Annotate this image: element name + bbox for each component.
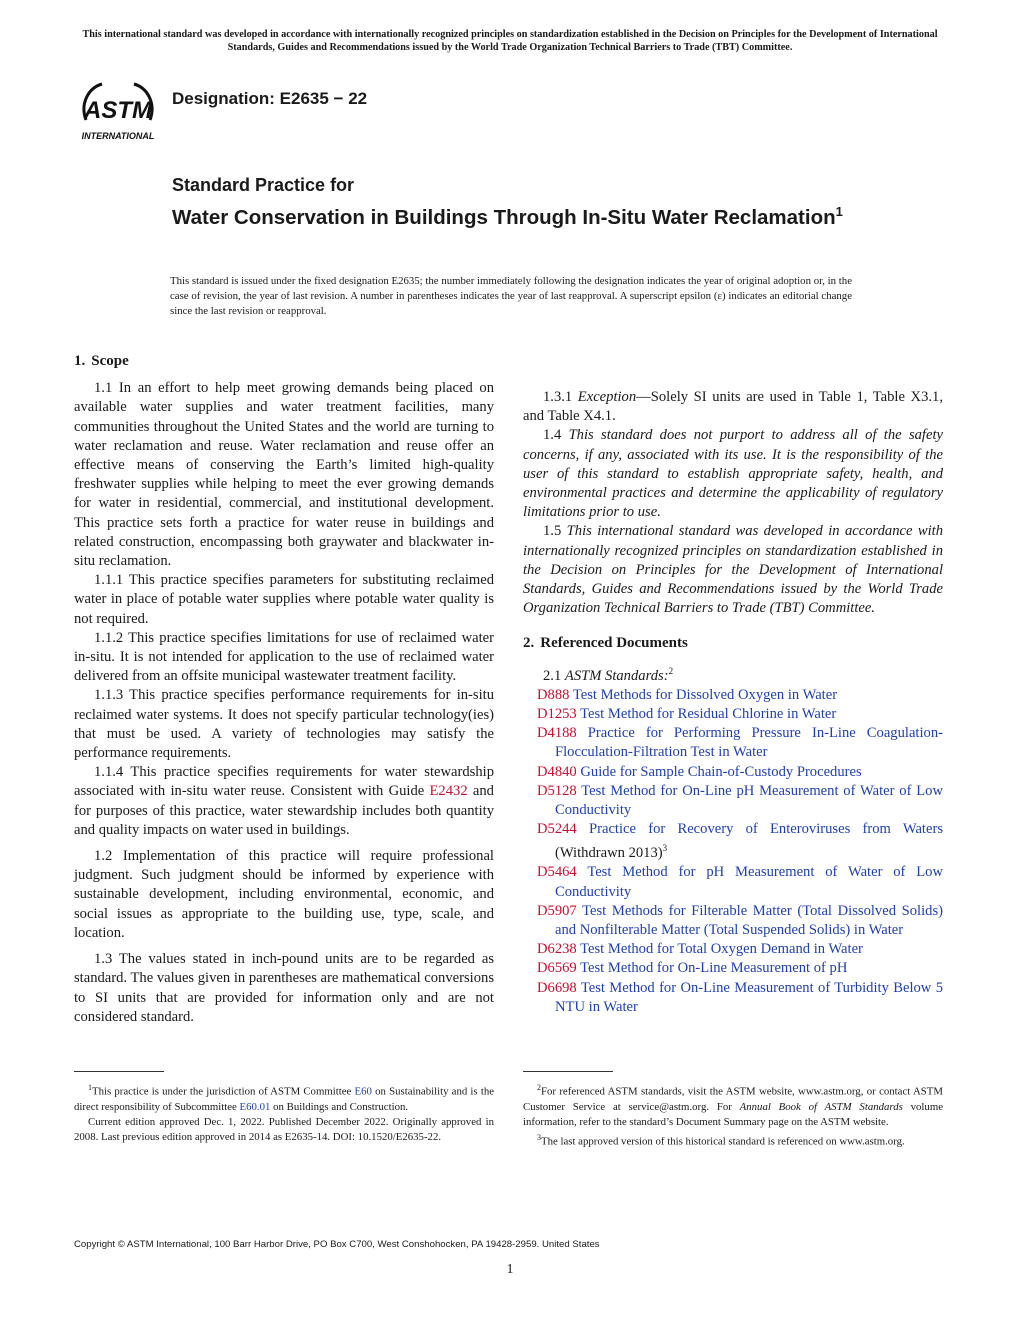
reference-title[interactable]: Test Method for On-Line Measurement of pH <box>580 960 848 977</box>
reference-item[interactable] <box>523 820 943 863</box>
para-2-1-num: 2.1 <box>543 667 562 684</box>
designation: Designation: E2635 − 22 <box>172 89 368 108</box>
para-1-5-num: 1.5 <box>543 523 562 540</box>
reference-item[interactable] <box>523 705 943 724</box>
footnote-1 <box>74 1080 494 1115</box>
footnotes-right <box>523 1080 943 1150</box>
para-2-1 <box>523 662 943 686</box>
reference-code[interactable]: D6698 <box>537 979 577 996</box>
footnotes-left <box>74 1080 494 1146</box>
reference-code[interactable]: D888 <box>537 686 570 703</box>
link-e60-01[interactable]: E60.01 <box>239 1100 271 1113</box>
footnote-3 <box>523 1130 943 1150</box>
reference-title[interactable]: Guide for Sample Chain-of-Custody Procedures <box>580 763 862 780</box>
title-block <box>172 174 852 231</box>
footnote-1-text-b: on Sustainability and is the direct responsibility of Subcommittee <box>74 1085 495 1113</box>
para-1-4 <box>523 426 943 522</box>
para-2-1-label: ASTM Standards: <box>564 667 669 684</box>
reference-item[interactable] <box>523 902 943 940</box>
para-1-2: 1.2 Implementation of this practice will require professional judgment. Such judgment should be informed by experience with sustainable development, including environmental, economic, and social issues as appropriate to the building use, type, scale, and location. <box>74 848 494 941</box>
para-1-1-4-text-a: 1.1.4 This practice specifies requirements for water stewardship associated with in-situ water reuse. Consistent with Guide <box>74 764 494 800</box>
para-1-5 <box>523 522 943 618</box>
reference-title[interactable]: Test Method for Residual Chlorine in Water <box>580 705 837 722</box>
footnote-1-mark: 1 <box>88 1083 92 1092</box>
link-e2432[interactable]: E2432 <box>429 783 468 800</box>
footnote-rule-right <box>523 1071 613 1072</box>
reference-list <box>523 686 943 1017</box>
reference-withdrawn: (Withdrawn 2013) <box>555 845 663 862</box>
title-lead: Standard Practice for <box>172 175 355 195</box>
reference-title[interactable]: Practice for Performing Pressure In-Line Coagulation-Flocculation-Filtration Test in Water <box>555 725 943 761</box>
section-1-number: 1. <box>74 353 86 369</box>
title-text: Water Conservation in Buildings Through In-Situ Water Reclamation <box>172 205 836 229</box>
reference-title[interactable]: Practice for Recovery of Enteroviruses from Waters <box>588 821 943 838</box>
reference-item[interactable] <box>523 959 943 978</box>
withdrawn-mark: 3 <box>662 843 668 854</box>
logo-text: ASTM <box>84 97 152 124</box>
reference-code[interactable]: D5907 <box>537 902 577 919</box>
right-column <box>523 350 943 1017</box>
reference-code[interactable]: D1253 <box>537 705 577 722</box>
page-number: 1 <box>506 1262 514 1277</box>
para-1-1-2: 1.1.2 This practice specifies limitations for use of reclaimed water in-situ. It is not intended for application to the use of reclaimed water delivered from an offsite municipal wastewater treatment facility. <box>74 629 494 685</box>
title-main <box>172 198 852 231</box>
para-1-3: 1.3 The values stated in inch-pound units are to be regarded as standard. The values given in parentheses are mathematical conversions to SI units that are provided for information only and are not considered standard. <box>74 951 494 1025</box>
link-e60[interactable]: E60 <box>354 1085 372 1098</box>
para-1-4-num: 1.4 <box>543 427 562 444</box>
logo-subtext: INTERNATIONAL <box>81 131 155 141</box>
para-1-1-3: 1.1.3 This practice specifies performance requirements for in-situ reclaimed water systems. It does not specify particular technology(ies) that must be used. A variety of technologies may satisfy the performance requirements. <box>74 687 494 762</box>
reference-code[interactable]: D4188 <box>537 725 577 742</box>
issued-note: This standard is issued under the fixed designation E2635; the number immediately following the designation indicates the year of original adoption or, in the case of revision, the year of last revision. A number in parentheses indicates the year of last reapproval. A superscript epsilon (ε) indicates an editorial change since the last revision or reapproval. <box>170 275 852 317</box>
top-notice: This international standard was developed in accordance with internationally recognized principles on standardization established in the Decision on Principles for the Development of International Standards, Guides and Recommendations issued by the World Trade Organization Technical Barriers to Trade (TBT) Committee. <box>82 29 938 53</box>
footnote-1-edition: Current edition approved Dec. 1, 2022. Published December 2022. Originally approved in 2008. Last previous edition approved in 2014 as E2635-14. DOI: 10.1520/E2635-22. <box>74 1116 494 1144</box>
para-1-1: 1.1 In an effort to help meet growing demands being placed on available water supplies and water treatment facilities, many communities throughout the United States and the world are turning to water reclamation and reuse. Water reclamation and reuse offer an effective means of conserving the Earth’s limited high-quality freshwater supplies while helping to meet the ever growing demands for water in residential, commercial, and institutional development. This practice sets forth a practice for water reuse in buildings and related construction, encompassing both graywater and blackwater in-situ reclamation. <box>74 380 494 570</box>
reference-title[interactable]: Test Method for On-Line pH Measurement of Water of Low Conductivity <box>555 782 943 818</box>
reference-title[interactable]: Test Method for On-Line Measurement of Turbidity Below 5 NTU in Water <box>555 979 944 1015</box>
title-footnote-mark: 1 <box>835 204 843 219</box>
footnote-2-text-a: For referenced ASTM standards, visit the ASTM website, www.astm.org, or contact ASTM Customer Service at service@astm.org. For <box>523 1085 943 1113</box>
footnote-3-mark: 3 <box>537 1133 541 1143</box>
reference-code[interactable]: D6569 <box>537 960 577 977</box>
reference-item[interactable] <box>523 724 943 762</box>
section-1-heading <box>74 350 494 371</box>
copyright: Copyright © ASTM International, 100 Barr Harbor Drive, PO Box C700, West Conshohocken, PA 19428-2959. United States <box>74 1239 600 1250</box>
reference-code[interactable]: D5244 <box>537 821 577 838</box>
para-1-4-text: This standard does not purport to address all of the safety concerns, if any, associated with its use. It is the responsibility of the user of this standard to establish appropriate safety, health, and environmental practices and determine the applicability of regulatory limitations prior to use. <box>523 427 943 521</box>
astm-logo <box>76 80 160 142</box>
footnote-1-text-c: on Buildings and Construction. <box>273 1100 409 1113</box>
para-1-3-1 <box>523 388 943 426</box>
section-2-number: 2. <box>523 635 535 652</box>
reference-code[interactable]: D4840 <box>537 763 577 780</box>
footnote-1-text-a: This practice is under the jurisdiction of ASTM Committee <box>92 1085 352 1098</box>
reference-code[interactable]: D5464 <box>537 864 577 881</box>
reference-title[interactable]: Test Methods for Filterable Matter (Total Dissolved Solids) and Nonfilterable Matter (Total Suspended Solids) in Water <box>555 902 944 938</box>
section-1-title: Scope <box>91 353 129 369</box>
reference-item[interactable] <box>523 863 943 901</box>
para-1-5-text: This international standard was developed in accordance with internationally recognized principles on standardization established in the Decision on Principles for the Development of International Standards, Guides and Recommendations issued by the World Trade Organization Technical Barriers to Trade (TBT) Committee. <box>523 523 944 617</box>
para-1-3-1-text: —Solely SI units are used in Table 1, Table X3.1, and Table X4.1. <box>523 389 943 425</box>
reference-title[interactable]: Test Method for Total Oxygen Demand in Water <box>580 941 863 958</box>
para-1-1-4-text-b: and for purposes of this practice, water stewardship includes both quantity and quality impacts on water used in buildings. <box>74 783 494 838</box>
footnote-rule-left <box>74 1071 164 1072</box>
para-2-1-mark: 2 <box>668 665 674 676</box>
reference-title[interactable]: Test Methods for Dissolved Oxygen in Water <box>572 686 838 703</box>
para-1-1-4 <box>74 763 494 840</box>
reference-code[interactable]: D5128 <box>537 782 577 799</box>
footnote-3-text: The last approved version of this historical standard is referenced on www.astm.org. <box>541 1136 905 1149</box>
reference-item[interactable] <box>523 940 943 959</box>
reference-title[interactable]: Test Method for pH Measurement of Water of Low Conductivity <box>555 864 944 900</box>
footnote-2-text-b: volume information, refer to the standard’s Document Summary page on the ASTM website. <box>523 1100 944 1129</box>
reference-item[interactable] <box>523 979 943 1017</box>
left-column <box>74 350 494 1027</box>
footnote-2-mark: 2 <box>537 1083 541 1092</box>
reference-item[interactable] <box>523 782 943 820</box>
footnote-2-italic: Annual Book of ASTM Standards <box>739 1100 903 1113</box>
section-2-heading <box>523 632 943 653</box>
para-1-1-1: 1.1.1 This practice specifies parameters for substituting reclaimed water in place of potable water supplies where potable water quality is not required. <box>74 572 494 627</box>
reference-code[interactable]: D6238 <box>537 941 577 958</box>
para-1-3-1-label: Exception <box>577 389 637 405</box>
reference-item[interactable] <box>523 686 943 705</box>
footnote-2 <box>523 1080 943 1130</box>
section-2-title: Referenced Documents <box>540 635 688 652</box>
reference-item[interactable] <box>523 763 943 782</box>
para-1-3-1-num: 1.3.1 <box>543 389 573 405</box>
